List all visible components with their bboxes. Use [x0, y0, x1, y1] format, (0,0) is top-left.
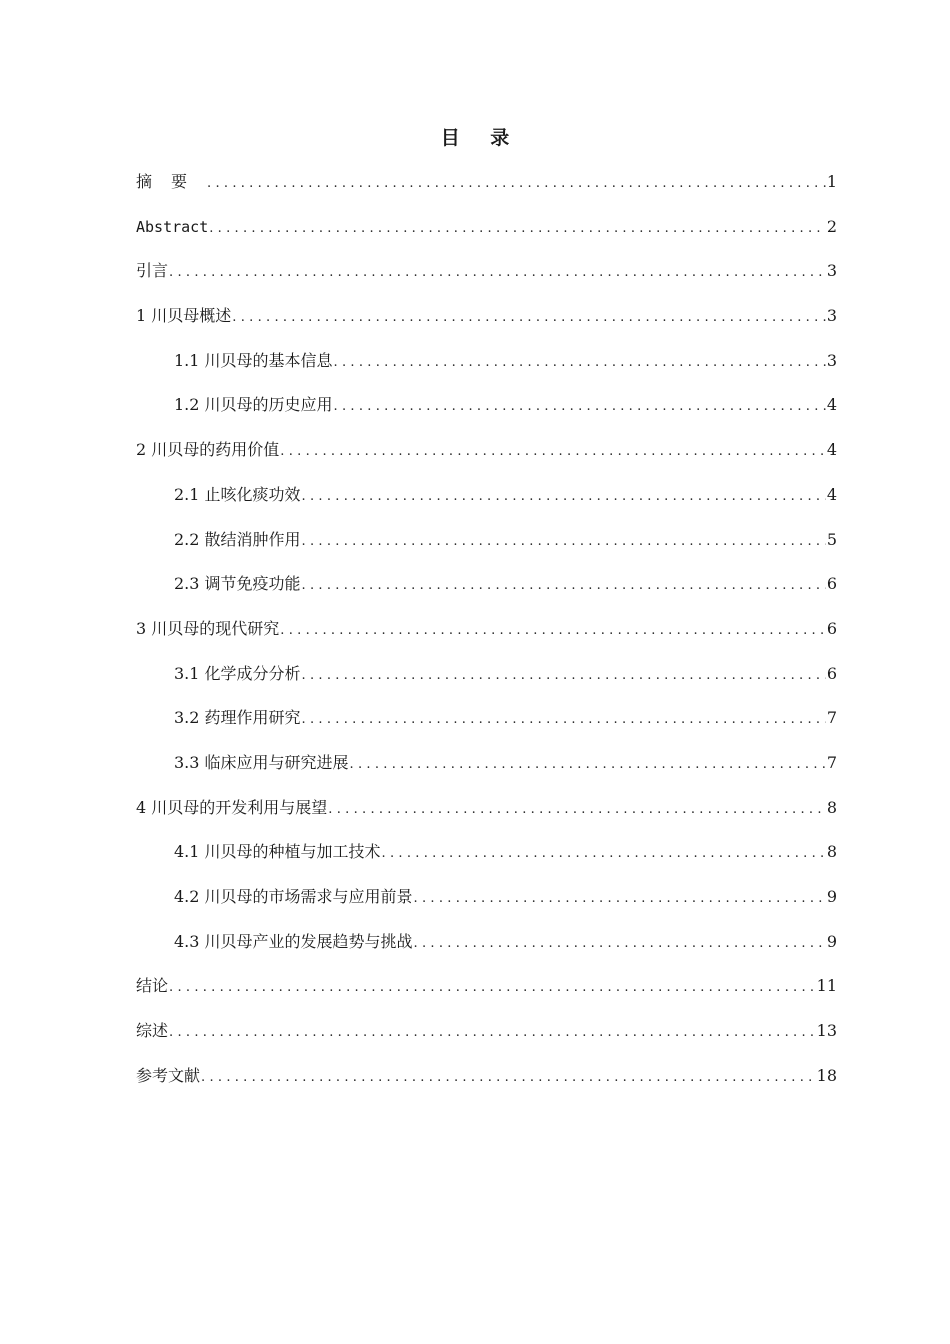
toc-leader-dots [232, 303, 826, 333]
toc-entry-page: 6 [826, 618, 837, 638]
toc-entry-page: 7 [826, 708, 837, 728]
toc-entry[interactable] [136, 167, 837, 212]
table-of-contents [136, 167, 837, 1105]
toc-leader-dots [207, 169, 826, 199]
toc-subentry[interactable] [136, 882, 837, 927]
toc-subentry[interactable] [136, 748, 837, 793]
toc-entry-page: 9 [826, 887, 837, 906]
toc-entry-page: 18 [816, 1065, 837, 1085]
toc-entry-label: 3.2 药理作用研究 [174, 708, 301, 728]
toc-leader-dots [382, 839, 826, 869]
toc-entry-label: 参考文献 [136, 1065, 201, 1085]
toc-subentry[interactable] [136, 569, 837, 614]
toc-entry-label: 4.2 川贝母的市场需求与应用前景 [174, 887, 413, 906]
toc-entry-label: 1.2 川贝母的历史应用 [174, 395, 333, 415]
toc-entry[interactable] [136, 971, 837, 1016]
toc-leader-dots [302, 527, 826, 557]
toc-leader-dots [302, 661, 826, 691]
toc-entry-label: 1 川贝母概述 [136, 306, 232, 326]
toc-entry[interactable] [136, 1061, 837, 1106]
toc-entry-page: 1 [826, 172, 837, 191]
toc-entry-page: 2 [826, 216, 837, 236]
toc-entry-page: 3 [826, 306, 837, 326]
toc-leader-dots [350, 750, 826, 780]
toc-subentry[interactable] [136, 703, 837, 748]
toc-subentry[interactable] [136, 659, 837, 704]
toc-leader-dots [328, 795, 826, 825]
toc-subentry[interactable] [136, 837, 837, 882]
toc-leader-dots [169, 973, 816, 1003]
page-title: 目 录 [440, 127, 522, 149]
toc-entry-page: 8 [826, 797, 837, 817]
toc-entry-page: 4 [826, 484, 837, 504]
toc-entry-page: 5 [826, 529, 837, 549]
toc-entry-label: 2.2 散结消肿作用 [174, 529, 301, 549]
toc-entry[interactable] [136, 212, 837, 257]
toc-leader-dots [302, 482, 826, 512]
toc-subentry[interactable] [136, 346, 837, 391]
toc-entry-label: 2 川贝母的药用价值 [136, 440, 280, 460]
toc-entry-label: 4.3 川贝母产业的发展趋势与挑战 [174, 931, 413, 951]
toc-leader-dots [169, 1018, 816, 1048]
toc-leader-dots [280, 616, 826, 646]
toc-entry-page: 13 [816, 1021, 837, 1041]
toc-entry-page: 6 [826, 663, 837, 683]
toc-entry[interactable] [136, 435, 837, 480]
toc-entry-label: 摘要 [136, 172, 207, 191]
toc-entry-page: 11 [816, 976, 837, 996]
toc-entry-label: 结论 [136, 976, 169, 996]
toc-entry-page: 3 [826, 350, 837, 370]
toc-entry-label: 2.1 止咳化痰功效 [174, 484, 301, 504]
toc-leader-dots [302, 705, 826, 735]
toc-entry[interactable] [136, 1016, 837, 1061]
toc-entry[interactable] [136, 614, 837, 659]
toc-entry-page: 4 [826, 440, 837, 460]
toc-entry-page: 4 [826, 395, 837, 415]
toc-entry-label: 4.1 川贝母的种植与加工技术 [174, 842, 381, 862]
toc-subentry[interactable] [136, 927, 837, 972]
toc-leader-dots [280, 437, 826, 467]
toc-leader-dots [334, 392, 826, 422]
toc-leader-dots [334, 348, 826, 378]
toc-entry-label: 3 川贝母的现代研究 [136, 618, 280, 638]
toc-entry-label: 引言 [136, 261, 169, 281]
toc-entry[interactable] [136, 301, 837, 346]
toc-entry-page: 7 [826, 752, 837, 772]
toc-leader-dots [169, 258, 826, 288]
toc-entry-label: 3.1 化学成分分析 [174, 663, 301, 683]
toc-entry-label: 综述 [136, 1021, 169, 1041]
toc-entry-label: 3.3 临床应用与研究进展 [174, 752, 349, 772]
toc-leader-dots [302, 571, 826, 601]
toc-entry[interactable] [136, 793, 837, 838]
toc-entry-label: Abstract [136, 217, 209, 236]
toc-subentry[interactable] [136, 525, 837, 570]
toc-entry-page: 8 [826, 842, 837, 862]
toc-leader-dots [414, 929, 826, 959]
toc-entry-label: 4 川贝母的开发利用与展望 [136, 797, 328, 817]
toc-entry-label: 2.3 调节免疫功能 [174, 574, 301, 594]
toc-leader-dots [201, 1063, 816, 1093]
toc-entry-page: 3 [826, 261, 837, 281]
toc-leader-dots [414, 884, 826, 914]
toc-entry-page: 9 [826, 931, 837, 951]
toc-subentry[interactable] [136, 390, 837, 435]
toc-entry-label: 1.1 川贝母的基本信息 [174, 350, 333, 370]
toc-leader-dots [209, 214, 826, 244]
toc-entry-page: 6 [826, 574, 837, 594]
toc-entry[interactable] [136, 256, 837, 301]
toc-subentry[interactable] [136, 480, 837, 525]
